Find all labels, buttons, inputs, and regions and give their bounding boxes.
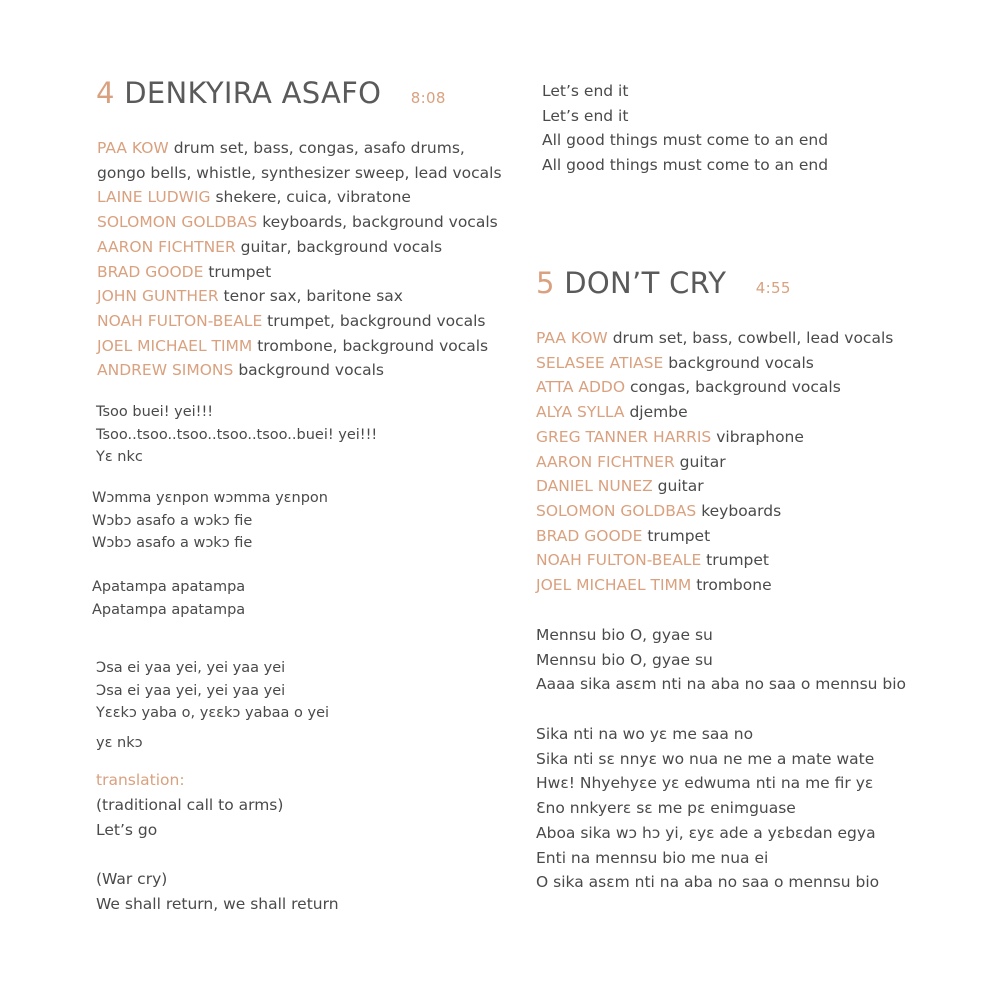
musician-name: BRAD GOODE: [536, 526, 643, 545]
musician-role: gongo bells, whistle, synthesizer sweep, lead vocals: [97, 163, 502, 182]
track4-duration: 8:08: [410, 89, 446, 107]
track5-credits: [536, 326, 893, 598]
lyric-line: Aaaa sika asɛm nti na aba no saa o mennsu bio: [536, 675, 907, 694]
musician-role: trombone: [696, 576, 772, 595]
musician-name: PAA KOW: [536, 329, 608, 347]
lyric-line: Tsoo buei! yei!!!: [96, 404, 214, 420]
lyric-line: Ɔsa ei yaa yei, yei yaa yei: [96, 660, 286, 676]
translation-continued: [542, 79, 828, 178]
translation-line: We shall return, we shall return: [96, 894, 339, 913]
musician-name: LAINE LUDWIG: [97, 188, 211, 207]
credit-row: [97, 260, 502, 285]
lyric-line: Hwɛ! Nhyehyɛe yɛ edwuma nti na me fir yɛ: [536, 774, 874, 793]
credit-row: [97, 235, 502, 260]
credit-row: [536, 573, 893, 598]
musician-name: SELASEE ATIASE: [536, 353, 664, 372]
track5-verse-2: [536, 722, 879, 895]
translation-line: All good things must come to an end: [542, 131, 829, 150]
musician-name: JOEL MICHAEL TIMM: [97, 336, 253, 355]
translation-line: Let’s go: [96, 820, 158, 839]
credit-row: [536, 425, 893, 450]
lyric-line: Enti na mennsu bio me nua ei: [536, 848, 769, 867]
track4-title: DENKYIRA ASAFO: [124, 76, 382, 110]
credit-row: [536, 450, 893, 475]
musician-role: shekere, cuica, vibratone: [215, 188, 411, 207]
musician-name: SOLOMON GOLDBAS: [97, 213, 258, 232]
track5-verse-1: [536, 623, 906, 697]
lyric-line: Apatampa apatampa: [92, 579, 246, 595]
musician-name: JOHN GUNTHER: [97, 287, 219, 306]
credit-row: [536, 375, 893, 400]
musician-name: ALYA SYLLA: [536, 403, 625, 422]
track4-verse-1: [96, 401, 377, 469]
lyric-line: O sika asɛm nti na aba no saa o mennsu bio: [536, 873, 880, 892]
credit-row: [97, 185, 502, 210]
track5-title: DON’T CRY: [564, 266, 727, 300]
musician-name: DANIEL NUNEZ: [536, 477, 653, 496]
musician-role: guitar: [679, 452, 726, 471]
lyric-line: yɛ nkɔ: [96, 735, 143, 751]
lyric-line: Ɛno nnkyerɛ sɛ me pɛ enimguase: [536, 799, 796, 818]
track4-credits: [97, 136, 502, 383]
musician-name: SOLOMON GOLDBAS: [536, 501, 697, 520]
track5-heading: [536, 266, 791, 300]
lyric-line: Yɛ nkc: [96, 449, 143, 465]
track4-verse-4: [96, 657, 329, 725]
translation-line: Let’s end it: [542, 82, 629, 100]
musician-role: tenor sax, baritone sax: [223, 287, 403, 306]
musician-role: drum set, bass, congas, asafo drums,: [173, 139, 465, 157]
credit-row: [536, 400, 893, 425]
credit-row: [97, 309, 502, 334]
credit-row: [536, 474, 893, 499]
musician-role: trumpet: [647, 526, 711, 545]
credit-row: [97, 136, 502, 161]
musician-name: NOAH FULTON-BEALE: [97, 311, 263, 330]
musician-role: trumpet: [706, 551, 769, 570]
musician-role: guitar, background vocals: [240, 237, 443, 256]
track4-heading: [96, 76, 446, 110]
musician-role: guitar: [657, 477, 704, 496]
credit-row: [97, 161, 502, 186]
translation-line: All good things must come to an end: [542, 156, 829, 175]
musician-role: keyboards: [701, 501, 782, 520]
musician-role: keyboards, background vocals: [262, 213, 498, 232]
credit-row: [97, 284, 502, 309]
credit-row: [97, 334, 502, 359]
credit-row: [536, 548, 893, 573]
musician-role: drum set, bass, cowbell, lead vocals: [612, 329, 894, 347]
musician-role: background vocals: [668, 353, 814, 372]
translation-line: Let’s end it: [542, 106, 629, 125]
lyric-line: Ɔsa ei yaa yei, yei yaa yei: [96, 682, 286, 699]
lyric-line: Aboa sika wɔ hɔ yi, ɛyɛ ade a yɛbɛdan egya: [536, 823, 876, 842]
translation-line: (traditional call to arms): [96, 796, 284, 814]
translation-line: [96, 842, 339, 867]
musician-role: vibraphone: [716, 427, 804, 446]
musician-role: congas, background vocals: [630, 378, 841, 397]
musician-role: trombone, background vocals: [257, 336, 489, 355]
credit-row: [536, 499, 893, 524]
musician-name: GREG TANNER HARRIS: [536, 427, 712, 446]
musician-name: PAA KOW: [97, 139, 169, 157]
musician-name: ANDREW SIMONS: [97, 361, 234, 380]
lyric-line: Sika nti sɛ nnyɛ wo nua ne me a mate wate: [536, 749, 875, 768]
lyric-line: Mennsu bio O, gyae su: [536, 626, 713, 644]
musician-name: JOEL MICHAEL TIMM: [536, 576, 692, 595]
lyric-line: Sika nti na wo yɛ me saa no: [536, 725, 754, 743]
lyric-line: Wɔbɔ asafo a wɔkɔ fie: [92, 512, 253, 529]
track4-verse-2: [92, 487, 328, 555]
track5-duration: 4:55: [755, 279, 791, 297]
musician-name: AARON FICHTNER: [536, 452, 675, 471]
musician-role: trumpet: [208, 262, 272, 281]
lyric-line: Apatampa apatampa: [92, 601, 246, 618]
credit-row: [97, 358, 502, 383]
lyric-line: Yɛɛkɔ yaba o, yɛɛkɔ yabaa o yei: [96, 705, 330, 721]
lyric-line: Wɔbɔ asafo a wɔkɔ fie: [92, 535, 253, 551]
musician-name: BRAD GOODE: [97, 262, 204, 281]
credit-row: [536, 351, 893, 376]
credit-row: [536, 524, 893, 549]
lyric-line: Wɔmma yɛnpon wɔmma yɛnpon: [92, 490, 328, 506]
lyric-line: Mennsu bio O, gyae su: [536, 650, 713, 669]
musician-name: ATTA ADDO: [536, 378, 626, 397]
track5-number: 5: [536, 266, 555, 300]
track4-verse-5: [96, 732, 143, 755]
translation-line: (War cry): [96, 870, 168, 889]
track4-verse-3: [92, 576, 245, 621]
musician-name: NOAH FULTON-BEALE: [536, 551, 702, 570]
credit-row: [97, 210, 502, 235]
translation-label: translation:: [96, 771, 185, 789]
musician-name: AARON FICHTNER: [97, 237, 236, 256]
musician-role: djembe: [629, 403, 688, 422]
credit-row: [536, 326, 893, 351]
musician-role: background vocals: [238, 361, 384, 380]
track4-number: 4: [96, 76, 115, 110]
translation-block: [96, 793, 339, 917]
musician-role: trumpet, background vocals: [267, 311, 486, 330]
lyric-line: Tsoo..tsoo..tsoo..tsoo..tsoo..buei! yei!!!: [96, 426, 378, 443]
